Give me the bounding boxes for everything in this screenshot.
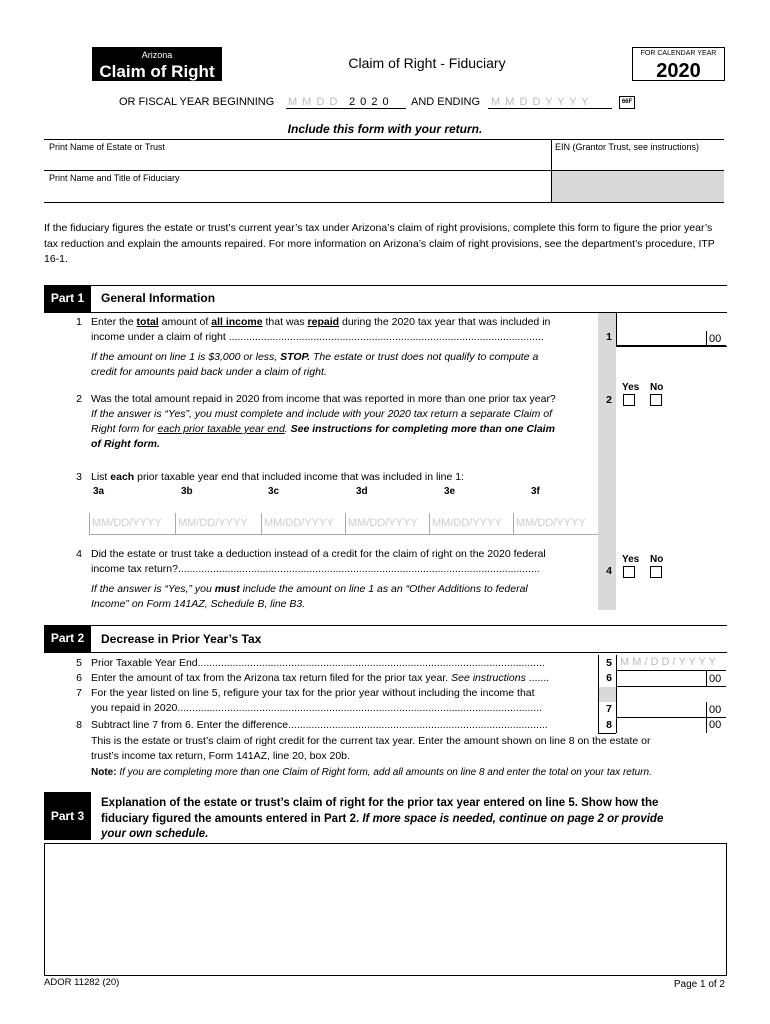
- line4-no-label: No: [650, 554, 664, 565]
- date-field-3e[interactable]: MM/DD/YYYY: [429, 513, 513, 535]
- part3-tab: Part 3: [44, 792, 91, 840]
- line6-box-number: 6: [606, 672, 612, 684]
- line5-box-number: 5: [606, 657, 612, 669]
- fiscal-begin-mmdd-field[interactable]: [286, 96, 346, 109]
- divider: [706, 671, 707, 687]
- date-field-3d[interactable]: MM/DD/YYYY: [345, 513, 429, 535]
- date-field-3a[interactable]: MM/DD/YYYY: [89, 513, 175, 535]
- divider: [706, 718, 707, 733]
- line-number: 5: [76, 657, 82, 669]
- part1-title: General Information: [101, 291, 216, 305]
- line2-yes-checkbox[interactable]: [623, 394, 635, 406]
- state-label: Arizona: [141, 50, 173, 60]
- line7-cents: 00: [709, 704, 722, 716]
- line8-box-number: 8: [606, 719, 612, 731]
- form-name: Claim of Right: [99, 62, 215, 81]
- line1-text: Enter the total amount of all income that was repaid during the 2020 tax year that was included in income under a claim of right ............................................................................................................ If the amount on line 1 is $3,000 or less, STOP. The estate or trust does not qualify to compute a credit for amounts paid back under a claim of right.: [91, 316, 551, 378]
- fiscal-begin-label: OR FISCAL YEAR BEGINNING: [119, 96, 275, 108]
- fiscal-end-placeholder: M M D D Y Y Y Y: [491, 96, 590, 108]
- shaded-area: [552, 171, 724, 202]
- divider: [44, 139, 724, 140]
- form-id: ADOR 11282 (20): [44, 977, 120, 988]
- line2-box-number: 2: [606, 394, 612, 406]
- tax-year: 2020: [656, 60, 701, 82]
- col-3d-label: 3d: [356, 486, 368, 497]
- part1-tab: Part 1: [44, 285, 91, 312]
- divider: [44, 625, 727, 626]
- line4-text: Did the estate or trust take a deduction instead of a credit for the claim of right on the 2020 federal income tax return?............................................................................................................................ If the answer is “Yes,” you must include the amount on line 1 as an “Other Additions to federal Income” on Form 141AZ, Schedule B, line B3.: [91, 548, 546, 610]
- line4-box-number: 4: [606, 565, 612, 577]
- line1-cents: 00: [709, 333, 722, 345]
- fiduciary-field[interactable]: [44, 184, 551, 201]
- line-number: 3: [76, 471, 82, 483]
- part2-tab: Part 2: [44, 625, 91, 652]
- line-number: 6: [76, 672, 82, 684]
- line5-text: Prior Taxable Year End.......................................................................................................................: [91, 657, 545, 669]
- estate-name-label: Print Name of Estate or Trust: [49, 142, 166, 152]
- divider: [706, 331, 707, 346]
- part2-title: Decrease in Prior Year’s Tax: [101, 632, 262, 646]
- fiscal-begin-year: 2 0 2 0: [349, 96, 390, 108]
- line8-text: Subtract line 7 from 6. Enter the difference.........................................................................................: [91, 719, 548, 731]
- form-name-block: [92, 47, 222, 81]
- col-3c-label: 3c: [268, 486, 280, 497]
- fiscal-end-label: AND ENDING: [411, 96, 481, 108]
- ein-field[interactable]: [552, 152, 724, 169]
- line2-no-label: No: [650, 382, 664, 393]
- estate-name-field[interactable]: [44, 152, 551, 169]
- line7-text: For the year listed on line 5, refigure your tax for the prior year without including the income that you repaid in 2020.............................................................................................................................: [91, 687, 543, 714]
- line4-no-checkbox[interactable]: [650, 566, 662, 578]
- divider: [598, 655, 599, 733]
- col-3b-label: 3b: [181, 486, 193, 497]
- line7-box-number: 7: [606, 703, 612, 715]
- line-number: 7: [76, 687, 82, 699]
- col-3f-label: 3f: [531, 486, 540, 497]
- fiscal-end-field[interactable]: [488, 96, 612, 109]
- divider: [44, 285, 727, 286]
- ein-label: EIN (Grantor Trust, see instructions): [555, 142, 700, 152]
- line1-box-number: 1: [606, 331, 612, 343]
- line5-date-field[interactable]: [616, 655, 726, 671]
- col-3e-label: 3e: [444, 486, 456, 497]
- date-field-3c[interactable]: MM/DD/YYYY: [261, 513, 345, 535]
- form-code-badge: 66F: [619, 96, 635, 109]
- line2-no-checkbox[interactable]: [650, 394, 662, 406]
- line6-text: Enter the amount of tax from the Arizona tax return filed for the prior tax year. See instructions .......: [91, 672, 550, 684]
- part3-title: Explanation of the estate or trust’s claim of right for the prior tax year entered on line 5. Show how the fiduciary figured the amounts entered in Part 2. If more space is needed, continue on page 2 or provide your own schedule.: [101, 797, 664, 840]
- page-number: Page 1 of 2: [673, 979, 725, 990]
- line2-yes-label: Yes: [622, 382, 640, 393]
- form-title: Claim of Right - Fiduciary: [348, 55, 506, 71]
- line4-yes-checkbox[interactable]: [623, 566, 635, 578]
- date-field-3b[interactable]: MM/DD/YYYY: [175, 513, 261, 535]
- line-number: 2: [76, 393, 82, 405]
- fiscal-begin-placeholder: M M D D: [288, 96, 339, 108]
- col-3a-label: 3a: [93, 486, 105, 497]
- divider: [44, 652, 727, 653]
- explanation-textarea[interactable]: [44, 843, 727, 976]
- line-number: 4: [76, 548, 82, 560]
- line-number: 8: [76, 719, 82, 731]
- shaded-cell: [598, 687, 616, 702]
- divider: [44, 202, 724, 203]
- include-note: Include this form with your return.: [287, 122, 483, 136]
- year-block: [632, 47, 725, 81]
- fiduciary-label: Print Name and Title of Fiduciary: [49, 173, 180, 183]
- line5-placeholder: M M / D D / Y Y Y Y: [620, 656, 716, 668]
- line4-yes-label: Yes: [622, 554, 640, 565]
- part2-note: Note: If you are completing more than one Claim of Right form, add all amounts on line 8 and enter the total on your tax return.: [91, 767, 652, 778]
- line3-text: List each prior taxable year end that included income that was included in line 1:: [91, 471, 464, 483]
- fiscal-begin-year-field[interactable]: [346, 96, 406, 109]
- intro-paragraph: If the fiduciary figures the estate or trust’s current year’s tax under Arizona’s claim of right provisions, complete this form to figure the prior year’s tax reduction and explain the amounts repaired. For more information on Arizona’s claim of right provisions, see the department’s procedure, ITP 16-1.: [44, 222, 715, 265]
- line2-text: Was the total amount repaid in 2020 from income that was reported in more than one prior tax year? If the answer is “Yes”, you must complete and include with your 2020 tax return a separate Claim of Right form for each prior taxable year end. See instructions for completing more than one Claim of Right form.: [91, 393, 556, 450]
- line6-cents: 00: [709, 673, 722, 685]
- line-number: 1: [76, 316, 82, 328]
- date-field-3f[interactable]: MM/DD/YYYY: [513, 513, 598, 535]
- line8-cents: 00: [709, 719, 722, 731]
- part2-after-text: This is the estate or trust’s claim of right credit for the current tax year. Enter the amount shown on line 8 on the estate or trust’s income tax return, Form 141AZ, line 20, box 20b.: [91, 735, 651, 762]
- divider: [616, 346, 727, 347]
- calendar-caption: FOR CALENDAR YEAR: [640, 50, 717, 57]
- divider: [706, 702, 707, 718]
